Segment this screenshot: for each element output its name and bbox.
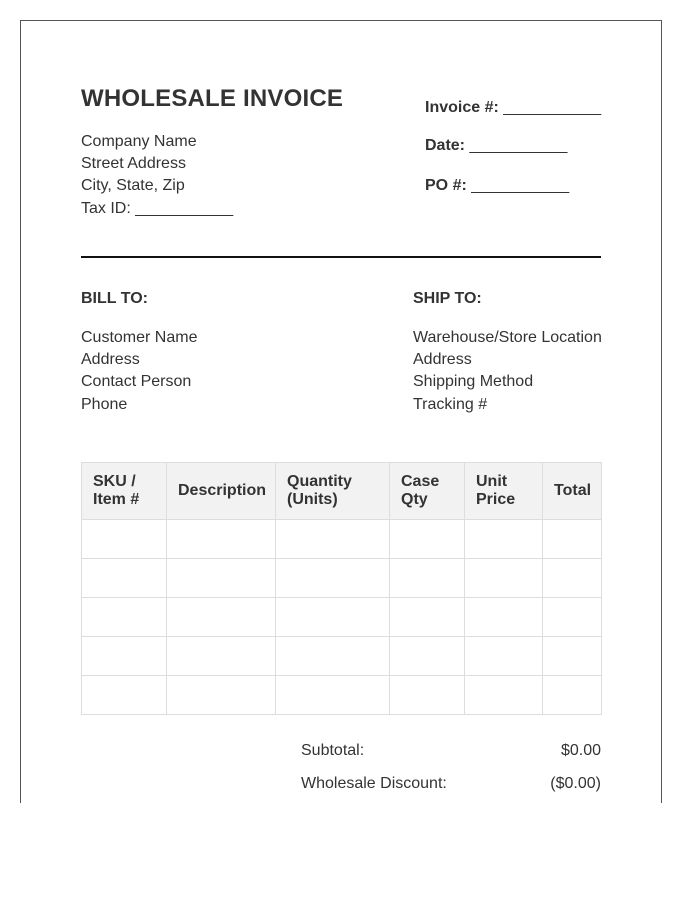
table-cell[interactable] [543,637,602,676]
table-cell[interactable] [82,559,167,598]
ship-to-shipping-method: Shipping Method [413,373,534,390]
bill-to-phone: Phone [81,396,128,413]
ship-to-address: Address [413,351,472,368]
invoice-number-field [425,99,601,117]
table-cell[interactable] [167,559,276,598]
table-cell[interactable] [276,637,390,676]
table-cell[interactable] [82,598,167,637]
table-cell[interactable] [465,559,543,598]
subtotal-value: $0.00 [560,742,601,759]
ship-to-location: Warehouse/Store Location [413,329,602,346]
column-header-description: Description [167,463,276,520]
table-cell[interactable] [465,520,543,559]
table-cell[interactable] [543,598,602,637]
ship-to-heading: SHIP TO: [413,290,482,307]
company-tax-id: Tax ID: ___________ [81,200,234,217]
column-header-case-qty: Case Qty [390,463,465,520]
invoice-number-blank: ___________ [503,99,602,116]
column-header-total: Total [543,463,602,520]
table-cell[interactable] [543,559,602,598]
table-row [82,520,602,559]
wholesale-discount-label: Wholesale Discount: [301,775,447,792]
table-cell[interactable] [167,637,276,676]
bill-to-customer-name: Customer Name [81,329,198,346]
wholesale-discount-value: ($0.00) [550,775,601,792]
bill-to-heading: BILL TO: [81,290,148,307]
table-cell[interactable] [167,598,276,637]
table-cell[interactable] [465,637,543,676]
po-number-field [425,177,569,195]
invoice-date-label: Date: [425,137,466,154]
company-street-address: Street Address [81,155,186,172]
column-header-unit-price: Unit Price [465,463,543,520]
company-name: Company Name [81,133,197,150]
header-divider [81,256,601,258]
table-cell[interactable] [276,676,390,715]
invoice-number-label: Invoice #: [425,99,499,116]
table-cell[interactable] [390,598,465,637]
table-cell[interactable] [543,676,602,715]
table-cell[interactable] [465,598,543,637]
table-cell[interactable] [390,676,465,715]
invoice-sheet [20,20,662,803]
table-cell[interactable] [465,676,543,715]
table-cell[interactable] [167,520,276,559]
company-city-state-zip: City, State, Zip [81,177,185,194]
table-cell[interactable] [390,637,465,676]
invoice-date-blank: ___________ [469,137,568,154]
table-header-row [82,463,602,520]
table-cell[interactable] [276,598,390,637]
column-header-sku: SKU / Item # [82,463,167,520]
po-number-label: PO #: [425,177,467,194]
table-row [82,637,602,676]
table-cell[interactable] [390,520,465,559]
table-cell[interactable] [167,676,276,715]
table-row [82,676,602,715]
invoice-title: WHOLESALE INVOICE [81,85,344,112]
bill-to-address: Address [81,351,140,368]
po-number-blank: ___________ [471,177,570,194]
line-items-table [81,462,602,715]
table-cell[interactable] [82,637,167,676]
column-header-quantity: Quantity (Units) [276,463,390,520]
subtotal-label: Subtotal: [301,742,365,759]
table-row [82,559,602,598]
table-cell[interactable] [276,520,390,559]
ship-to-tracking-number: Tracking # [413,396,488,413]
table-cell[interactable] [390,559,465,598]
table-cell[interactable] [82,676,167,715]
table-row [82,598,602,637]
table-cell[interactable] [276,559,390,598]
table-cell[interactable] [543,520,602,559]
invoice-date-field [425,137,567,155]
table-cell[interactable] [82,520,167,559]
bill-to-contact-person: Contact Person [81,373,192,390]
